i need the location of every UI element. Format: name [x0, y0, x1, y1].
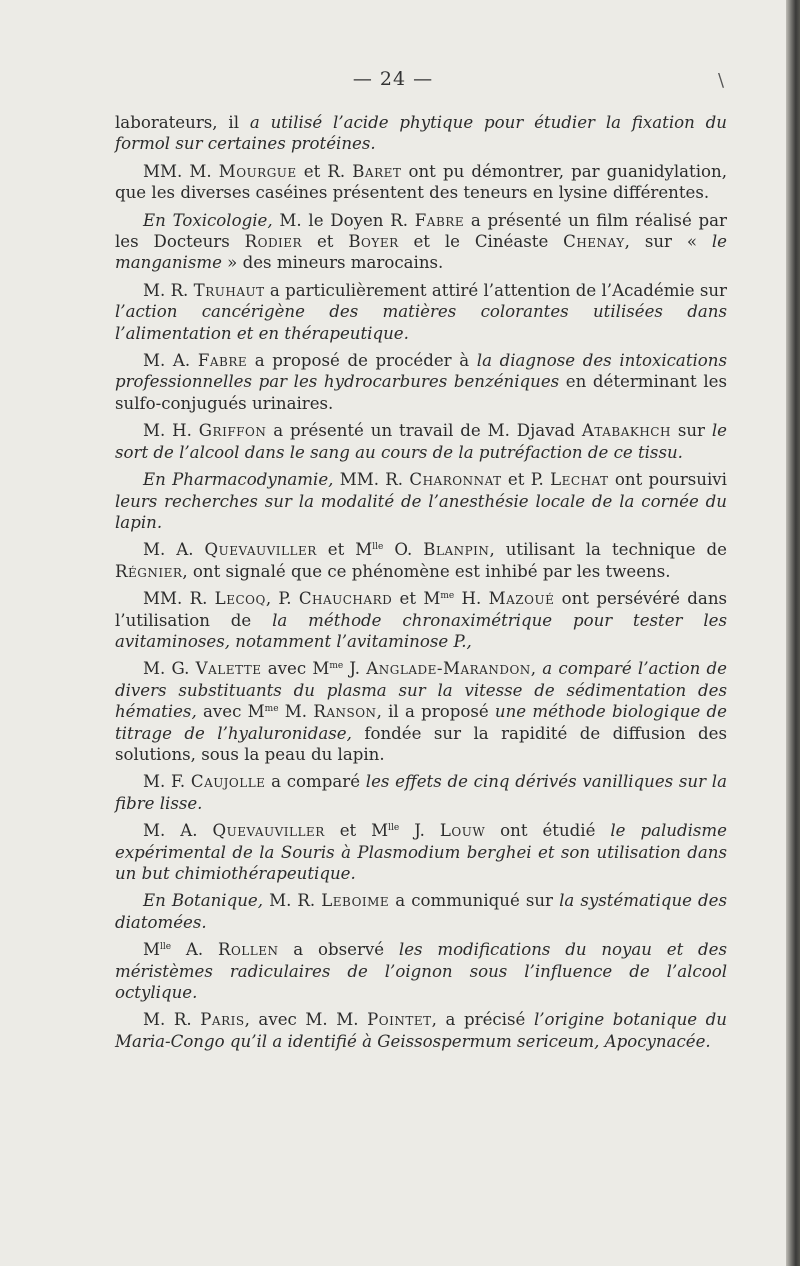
paragraph: M. A. Quevauviller et $M^{lle}$ J. Louw ont étudié le paludisme expérimental de la Souris à Plasmodium berghei et son utilisation dans un but chimiothérapeutique.: [115, 821, 727, 883]
paragraph: MM. M. Mourgue et R. Baret ont pu démontrer, par guanidylation, que les diverses caséines présentent des teneurs en lysine différentes.: [115, 161, 727, 203]
paragraph: M. A. Fabre a proposé de procéder à la diagnose des intoxications professionnelles par les hydrocarbures benzéniques en déterminant les sulfo-conjugués urinaires.: [115, 351, 727, 413]
page-number: — 24 —: [352, 68, 434, 90]
body-text: [115, 112, 727, 1058]
paragraph: M. H. Griffon a présenté un travail de M. Djavad Atabakhch sur le sort de l’alcool dans le sang au cours de la putréfaction de ce tissu.: [115, 421, 728, 462]
page-edge-shadow: [786, 0, 800, 1266]
paragraph: $M^{lle}$ A. Rollen a observé les modifications du noyau et des méristèmes radiculaires de l’oignon sous l’influence de l’alcool octylique.: [115, 940, 728, 1003]
paragraph: M. F. Caujolle a comparé les effets de cinq dérivés vanilliques sur la fibre lisse.: [115, 772, 727, 813]
paragraph: M. G. Valette avec $M^{me}$ J. Anglade-Marandon, a comparé l’action de divers substituants du plasma sur la vitesse de sédimentation des hématies, avec $M^{me}$ M. Ranson, il a proposé une méthode biologique de titrage de l’hyaluronidase, fondée sur la rapidité de diffusion des solutions, sous la peau du lapin.: [115, 659, 727, 764]
paragraph: M. R. Paris, avec M. M. Pointet, a précisé l’origine botanique du Maria-Congo qu’il a identifié à Geissospermum sericeum, Apocynacée.: [115, 1010, 727, 1051]
paragraph: En Toxicologie, M. le Doyen R. Fabre a présenté un film réalisé par les Docteurs Rodier et Boyer et le Cinéaste Chenay, sur « le manganisme » des mineurs marocains.: [115, 210, 728, 273]
paragraph: En Botanique, M. R. Leboime a communiqué sur la systématique des diatomées.: [115, 891, 727, 932]
margin-mark: \: [718, 70, 725, 91]
paragraph: En Pharmacodynamie, MM. R. Charonnat et P. Lechat ont poursuivi leurs recherches sur la modalité de l’anesthésie locale de la cornée du lapin.: [115, 470, 727, 532]
paragraph: M. R. Truhaut a particulièrement attiré l’attention de l’Académie sur l’action cancérigène des matières colorantes utilisées dans l’alimentation et en thérapeutique.: [115, 280, 727, 343]
paragraph: MM. R. Lecoq, P. Chauchard et $M^{me}$ H. Mazoué ont persévéré dans l’utilisation de la méthode chronaximétrique pour tester les avitaminoses, notamment l’avitaminose P.,: [115, 589, 728, 651]
paragraph: M. A. Quevauviller et $M^{lle}$ O. Blanpin, utilisant la technique de Régnier, ont signalé que ce phénomène est inhibé par les tweens.: [115, 540, 727, 581]
paragraph: laborateurs, il a utilisé l’acide phytique pour étudier la fixation du formol sur certaines protéines.: [115, 113, 727, 154]
